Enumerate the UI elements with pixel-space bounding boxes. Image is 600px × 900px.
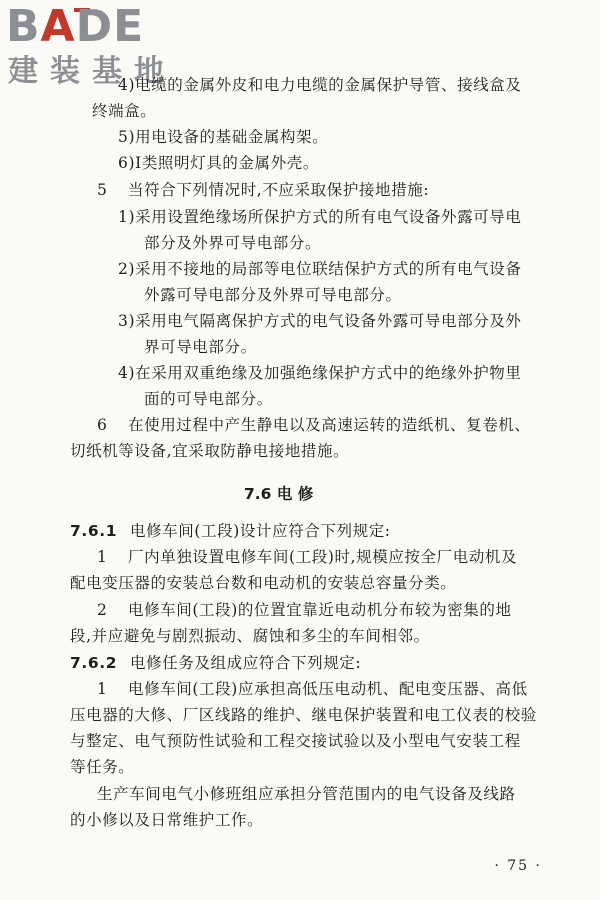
text-line: 2)采用不接地的局部等电位联结保护方式的所有电气设备 (118, 260, 522, 278)
section-title: 7.6 电 修 (244, 485, 314, 503)
item-number: 5 (97, 181, 108, 199)
item-number: 1 (97, 548, 108, 566)
text-line: 的小修以及日常维护工作。 (70, 811, 264, 829)
text-line: 电修任务及组成应符合下列规定: (130, 654, 362, 672)
item-number: 1 (97, 680, 108, 698)
text-line: 切纸机等设备,宜采取防静电接地措施。 (70, 442, 350, 460)
text-line: 4)在采用双重绝缘及加强绝缘保护方式中的绝缘外护物里 (118, 364, 522, 382)
logo-brand-text: BADE (6, 1, 145, 52)
text-line: 4)电缆的金属外皮和电力电缆的金属保护导管、接线盒及 (118, 76, 522, 94)
item-number: 2 (97, 601, 108, 619)
text-line: 电修车间(工段)设计应符合下列规定: (130, 522, 391, 540)
text-line: 5)用电设备的基础金属构架。 (118, 128, 329, 146)
text-line: 6)Ⅰ类照明灯具的金属外壳。 (118, 154, 319, 172)
text-line: 1)采用设置绝缘场所保护方式的所有电气设备外露可导电 (118, 208, 522, 226)
clause-number: 7.6.2 (70, 654, 118, 672)
text-line: 生产车间电气小修班组应承担分管范围内的电气设备及线路 (97, 785, 516, 803)
text-line: 压电器的大修、厂区线路的维护、继电保护装置和电工仪表的校验 (70, 706, 537, 724)
text-line: 电修车间(工段)的位置宜靠近电动机分布较为密集的地 (128, 601, 512, 619)
text-line: 界可导电部分。 (144, 338, 257, 356)
text-line: 3)采用电气隔离保护方式的电气设备外露可导电部分及外 (118, 312, 522, 330)
text-line: 当符合下列情况时,不应采取保护接地措施: (128, 181, 430, 199)
text-line: 终端盒。 (92, 102, 157, 120)
text-line: 厂内单独设置电修车间(工段)时,规模应按全厂电动机及 (128, 548, 518, 566)
page-number: · 75 · (494, 858, 542, 874)
item-number: 6 (97, 416, 108, 434)
text-line: 面的可导电部分。 (144, 390, 273, 408)
text-line: 配电变压器的安装总台数和电动机的安装总容量分类。 (70, 574, 457, 592)
text-line: 外露可导电部分及外界可导电部分。 (144, 286, 402, 304)
text-line: 与整定、电气预防性试验和工程交接试验以及小型电气安装工程 (70, 732, 521, 750)
text-line: 电修车间(工段)应承担高低压电动机、配电变压器、高低 (128, 680, 528, 698)
text-line: 部分及外界可导电部分。 (144, 234, 322, 252)
text-line: 段,并应避免与剧烈振动、腐蚀和多尘的车间相邻。 (70, 627, 430, 645)
text-line: 在使用过程中产生静电以及高速运转的造纸机、复卷机、 (128, 416, 531, 434)
clause-number: 7.6.1 (70, 522, 118, 540)
logo-subtitle-text: 建装基地 (8, 54, 176, 89)
text-line: 等任务。 (70, 758, 135, 776)
